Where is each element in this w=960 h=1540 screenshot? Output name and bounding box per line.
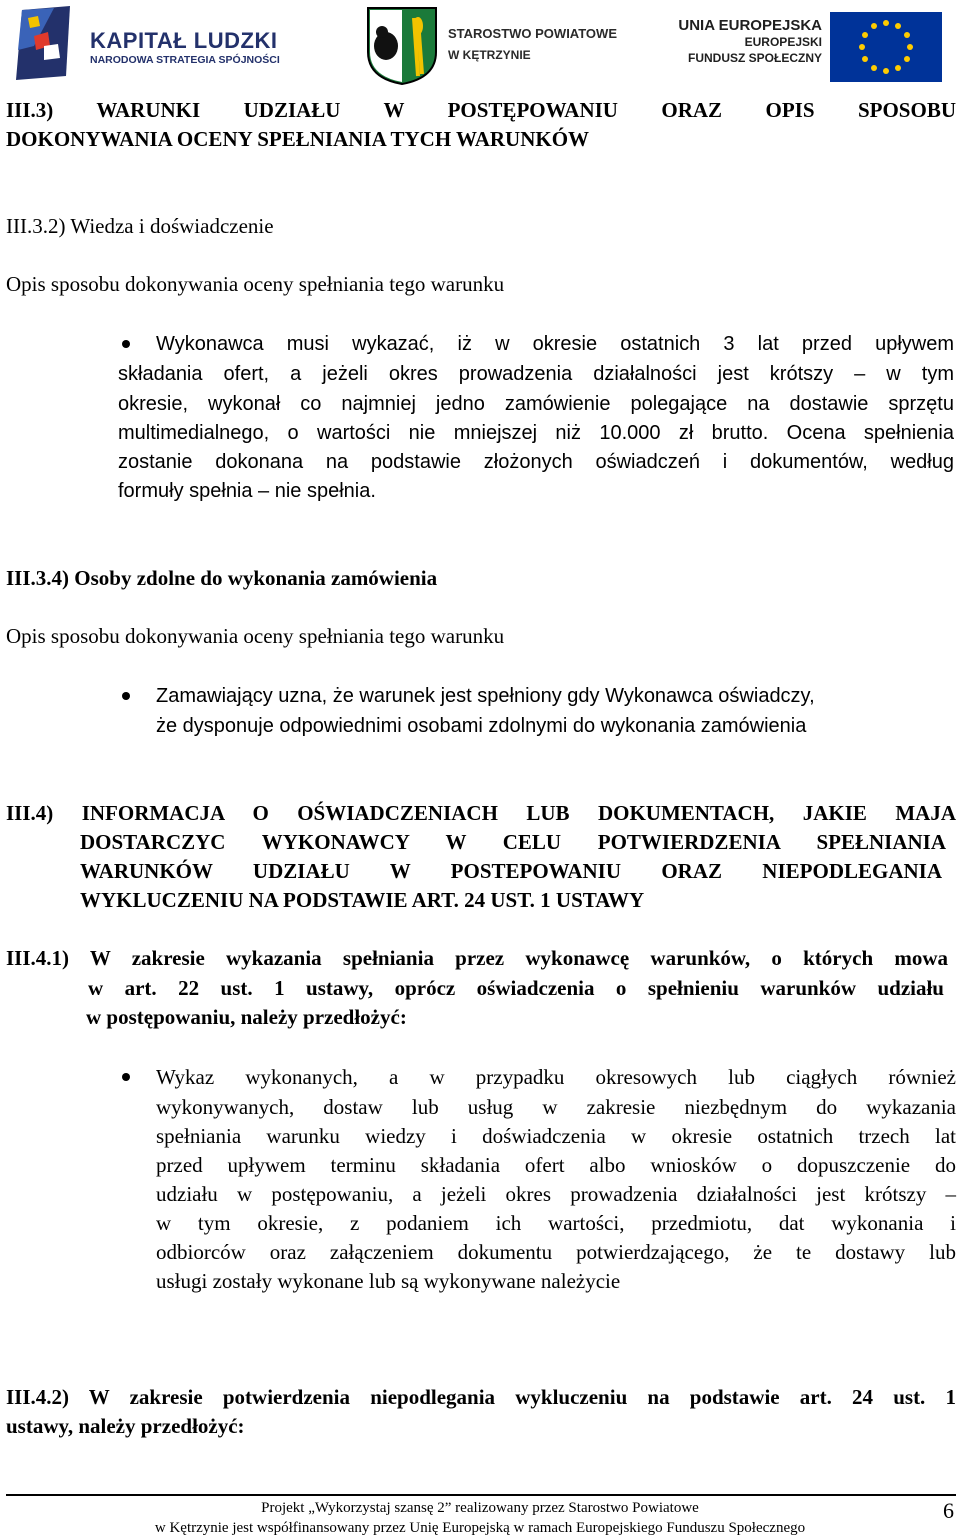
eu-subtitle: EUROPEJSKI (744, 35, 822, 49)
kapital-ludzki-title: KAPITAŁ LUDZKI (90, 28, 278, 53)
eu-fund: FUNDUSZ SPOŁECZNY (687, 51, 822, 65)
section-iii42-heading-line1: III.4.2) W zakresie potwierdzenia niepodlegania wykluczeniu na podstawie art. 24 ust. 1 (6, 1385, 956, 1409)
section-iii41-bullet-line8: usługi zostały wykonane lub są wykonywane należycie (156, 1269, 621, 1293)
eu-logo (672, 4, 948, 82)
starostwo-subtitle: W KĘTRZYNIE (448, 48, 531, 62)
section-iii41-bullet-line7: odbiorców oraz załączeniem dokumentu potwierdzającego, że te dostawy lub (156, 1240, 956, 1264)
starostwo-logo (366, 4, 617, 82)
coat-of-arms-icon (366, 6, 438, 86)
section-iii41-bullet-line1: Wykaz wykonanych, a w przypadku okresowych lub ciągłych również (156, 1065, 956, 1089)
section-iii41-heading-line3: w postępowaniu, należy przedłożyć: (86, 1005, 407, 1029)
section-iii3-heading-line2: DOKONYWANIA OCENY SPEŁNIANIA TYCH WARUNKÓW (6, 127, 590, 151)
kapital-ludzki-logo (14, 4, 314, 82)
footer-text (100, 1498, 860, 1538)
section-iii34-bullet-line1: Zamawiający uzna, że warunek jest spełniony gdy Wykonawca oświadczy, (156, 685, 815, 707)
bullet-icon (122, 1073, 130, 1081)
kapital-ludzki-subtitle: NARODOWA STRATEGIA SPÓJNOŚCI (90, 54, 280, 66)
section-iii32-bullet-line5: zostanie dokonana na podstawie złożonych oświadczeń i dokumentów, według (118, 451, 954, 473)
section-iii41-bullet-line5: udziału w postępowaniu, a jeżeli okres prowadzenia działalności jest krótszy – (156, 1182, 956, 1206)
section-iii41-heading-line2: w art. 22 ust. 1 ustawy, oprócz oświadczenia o spełnieniu warunków udziału (88, 976, 944, 1000)
section-iii32-bullet-line2: składania ofert, a jeżeli okres prowadzenia działalności jest krótszy – w tym (118, 363, 954, 385)
section-iii34-subheading: Opis sposobu dokonywania oceny spełniania tego warunku (6, 624, 505, 648)
section-iii41-bullet-line6: w tym okresie, z podaniem ich wartości, przedmiotu, dat wykonania i (156, 1211, 956, 1235)
section-iii32-subheading: Opis sposobu dokonywania oceny spełniania tego warunku (6, 272, 505, 296)
section-iii34-heading: III.3.4) Osoby zdolne do wykonania zamówienia (6, 566, 438, 590)
page-number: 6 (943, 1498, 954, 1523)
section-iii4-line4: WYKLUCZENIU NA PODSTAWIE ART. 24 UST. 1 USTAWY (80, 888, 645, 912)
bullet-icon (122, 340, 130, 348)
section-iii32-bullet-line6: formuły spełnia – nie spełnia. (118, 480, 376, 502)
section-iii42-heading-line2: ustawy, należy przedłożyć: (6, 1414, 245, 1438)
footer-line2: w Kętrzynie jest współfinansowany przez Unię Europejską w ramach Europejskiego Funduszu Społecznego (154, 1520, 806, 1536)
section-iii4-line3: WARUNKÓW UDZIAŁU W POSTEPOWANIU ORAZ NIEPODLEGANIA (80, 859, 942, 883)
header-logos (0, 0, 960, 90)
section-iii4-line1: III.4) INFORMACJA O OŚWIADCZENIACH LUB DOKUMENTACH, JAKIE MAJA (6, 801, 956, 825)
section-iii32-heading: III.3.2) Wiedza i doświadczenie (6, 214, 274, 238)
section-iii32-bullet-line4: multimedialnego, o wartości nie mniejszej niż 10.000 zł brutto. Ocena spełnienia (118, 422, 954, 444)
section-iii34-bullet-line2: że dysponuje odpowiednimi osobami zdolnymi do wykonania zamówienia (156, 715, 807, 737)
section-iii41-bullet-line2: wykonywanych, dostaw lub usług w zakresie niezbędnym do wykazania (156, 1095, 956, 1119)
footer-divider (6, 1494, 956, 1496)
section-iii32-bullet-line3: okresie, wykonał co najmniej jedno zamówienie polegające na dostawie sprzętu (118, 393, 954, 415)
eu-title: UNIA EUROPEJSKA (678, 17, 822, 34)
section-iii41-bullet-line4: przed upływem terminu składania ofert albo wniosków o dopuszczenie do (156, 1153, 956, 1177)
section-iii41-bullet-line3: spełniania warunku wiedzy i doświadczenia w okresie ostatnich trzech lat (156, 1124, 956, 1148)
section-iii3-heading-line1: III.3) WARUNKI UDZIAŁU W POSTĘPOWANIU ORAZ OPIS SPOSOBU (6, 98, 956, 122)
section-iii41-heading-line1: III.4.1) W zakresie wykazania spełniania przez wykonawcę warunków, o których mowa (6, 946, 948, 970)
section-iii32-bullet-line1: Wykonawca musi wykazać, iż w okresie ostatnich 3 lat przed upływem (156, 333, 954, 355)
section-iii4-line2: DOSTARCZYC WYKONAWCY W CELU POTWIERDZENIA SPEŁNIANIA (80, 830, 946, 854)
eu-logo-text (672, 18, 822, 66)
footer-line1: Projekt „Wykorzystaj szansę 2” realizowany przez Starostwo Powiatowe (261, 1500, 699, 1516)
kapital-ludzki-flag-icon (14, 6, 74, 80)
starostwo-title: STAROSTWO POWIATOWE (448, 26, 617, 41)
eu-flag-icon (830, 12, 942, 82)
bullet-icon (122, 692, 130, 700)
